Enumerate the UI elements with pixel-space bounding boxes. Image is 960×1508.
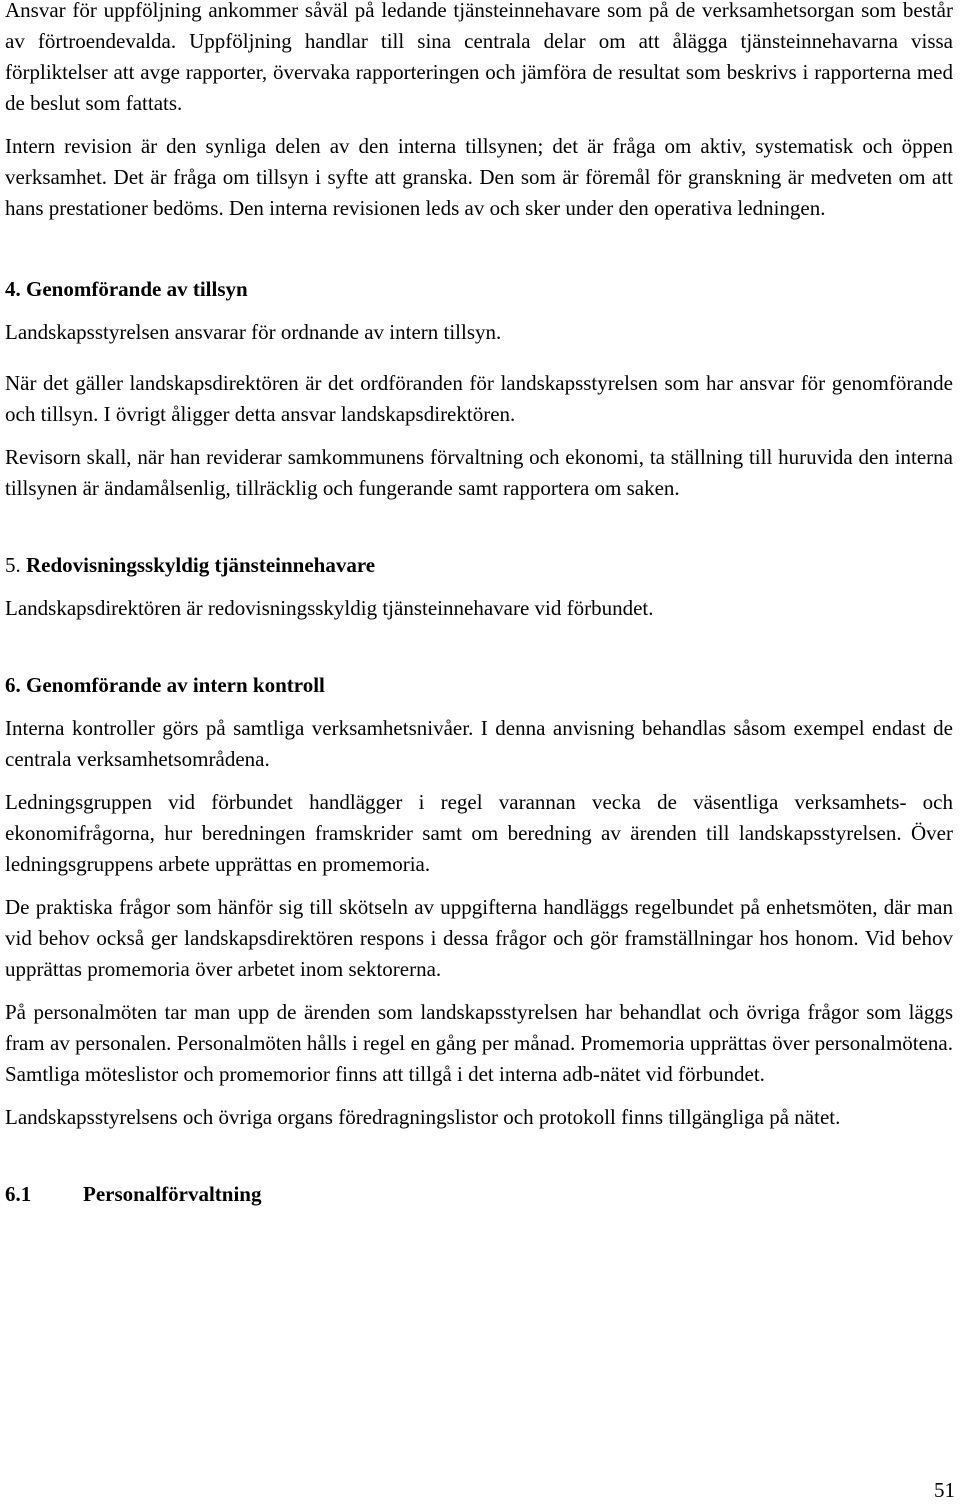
- paragraph-s4-2: När det gäller landskapsdirektören är det ordföranden för landskapsstyrelsen som har ansvar för genomförande och tillsyn. I övrigt åligger detta ansvar landskapsdirektören.: [5, 371, 953, 426]
- paragraph-s4-3: Revisorn skall, när han reviderar samkommunens förvaltning och ekonomi, ta ställning till huruvida den interna tillsynen är ändamålsenlig, tillräcklig och fungerande samt rapportera om saken.: [5, 445, 953, 500]
- section-6-1-title: Personalförvaltning: [83, 1182, 262, 1206]
- heading-section-6: 6. Genomförande av intern kontroll: [5, 673, 325, 697]
- section-5-number: 5.: [5, 553, 21, 577]
- document-page: [5, 0, 953, 1210]
- section-5-title: Redovisningsskyldig tjänsteinnehavare: [26, 553, 376, 577]
- paragraph-responsibility: Ansvar för uppföljning ankommer såväl på ledande tjänsteinnehavare som på de verksamhetsorgan som består av förtroendevalda. Uppföljning handlar till sina centrala delar om att ålägga tjänsteinnehavarna vissa förpliktelser att avge rapporter, övervaka rapporteringen och jämföra de resultat som beskrivs i rapporterna med de beslut som fattats.: [5, 0, 953, 115]
- paragraph-s6-4: På personalmöten tar man upp de ärenden som landskapsstyrelsen har behandlat och övriga frågor som läggs fram av personalen. Personalmöten hålls i regel en gång per månad. Promemoria upprättas över personalmötena. Samtliga möteslistor och promemorior finns att tillgå i det interna adb-nätet vid förbundet.: [5, 1000, 953, 1086]
- heading-section-4: 4. Genomförande av tillsyn: [5, 277, 248, 301]
- paragraph-s6-3: De praktiska frågor som hänför sig till skötseln av uppgifterna handläggs regelbundet på enhetsmöten, där man vid behov också ger landskapsdirektören respons i dessa frågor och gör framställningar hos honom. Vid behov upprättas promemoria över arbetet inom sektorerna.: [5, 895, 953, 981]
- heading-section-5: [5, 550, 953, 581]
- paragraph-s6-2: Ledningsgruppen vid förbundet handlägger i regel varannan vecka de väsentliga verksamhets- och ekonomifrågorna, hur beredningen framskrider samt om beredning av ärenden till landskapsstyrelsen. Över ledningsgruppens arbete upprättas en promemoria.: [5, 790, 953, 876]
- section-6-1-number: 6.1: [5, 1182, 32, 1206]
- paragraph-internal-revision: Intern revision är den synliga delen av den interna tillsynen; det är fråga om aktiv, systematisk och öppen verksamhet. Det är fråga om tillsyn i syfte att granska. Den som är föremål för granskning är medveten om att hans prestationer bedöms. Den interna revisionen leds av och sker under den operativa ledningen.: [5, 134, 953, 220]
- page-number: 51: [934, 1478, 955, 1502]
- paragraph-s6-1: Interna kontroller görs på samtliga verksamhetsnivåer. I denna anvisning behandlas såsom exempel endast de centrala verksamhetsområdena.: [5, 716, 953, 771]
- paragraph-s5-1: Landskapsdirektören är redovisningsskyldig tjänsteinnehavare vid förbundet.: [5, 596, 654, 620]
- paragraph-s4-1: Landskapsstyrelsen ansvarar för ordnande av intern tillsyn.: [5, 320, 502, 344]
- heading-section-6-1: [5, 1179, 953, 1210]
- paragraph-s6-5: Landskapsstyrelsens och övriga organs föredragningslistor och protokoll finns tillgängliga på nätet.: [5, 1105, 841, 1129]
